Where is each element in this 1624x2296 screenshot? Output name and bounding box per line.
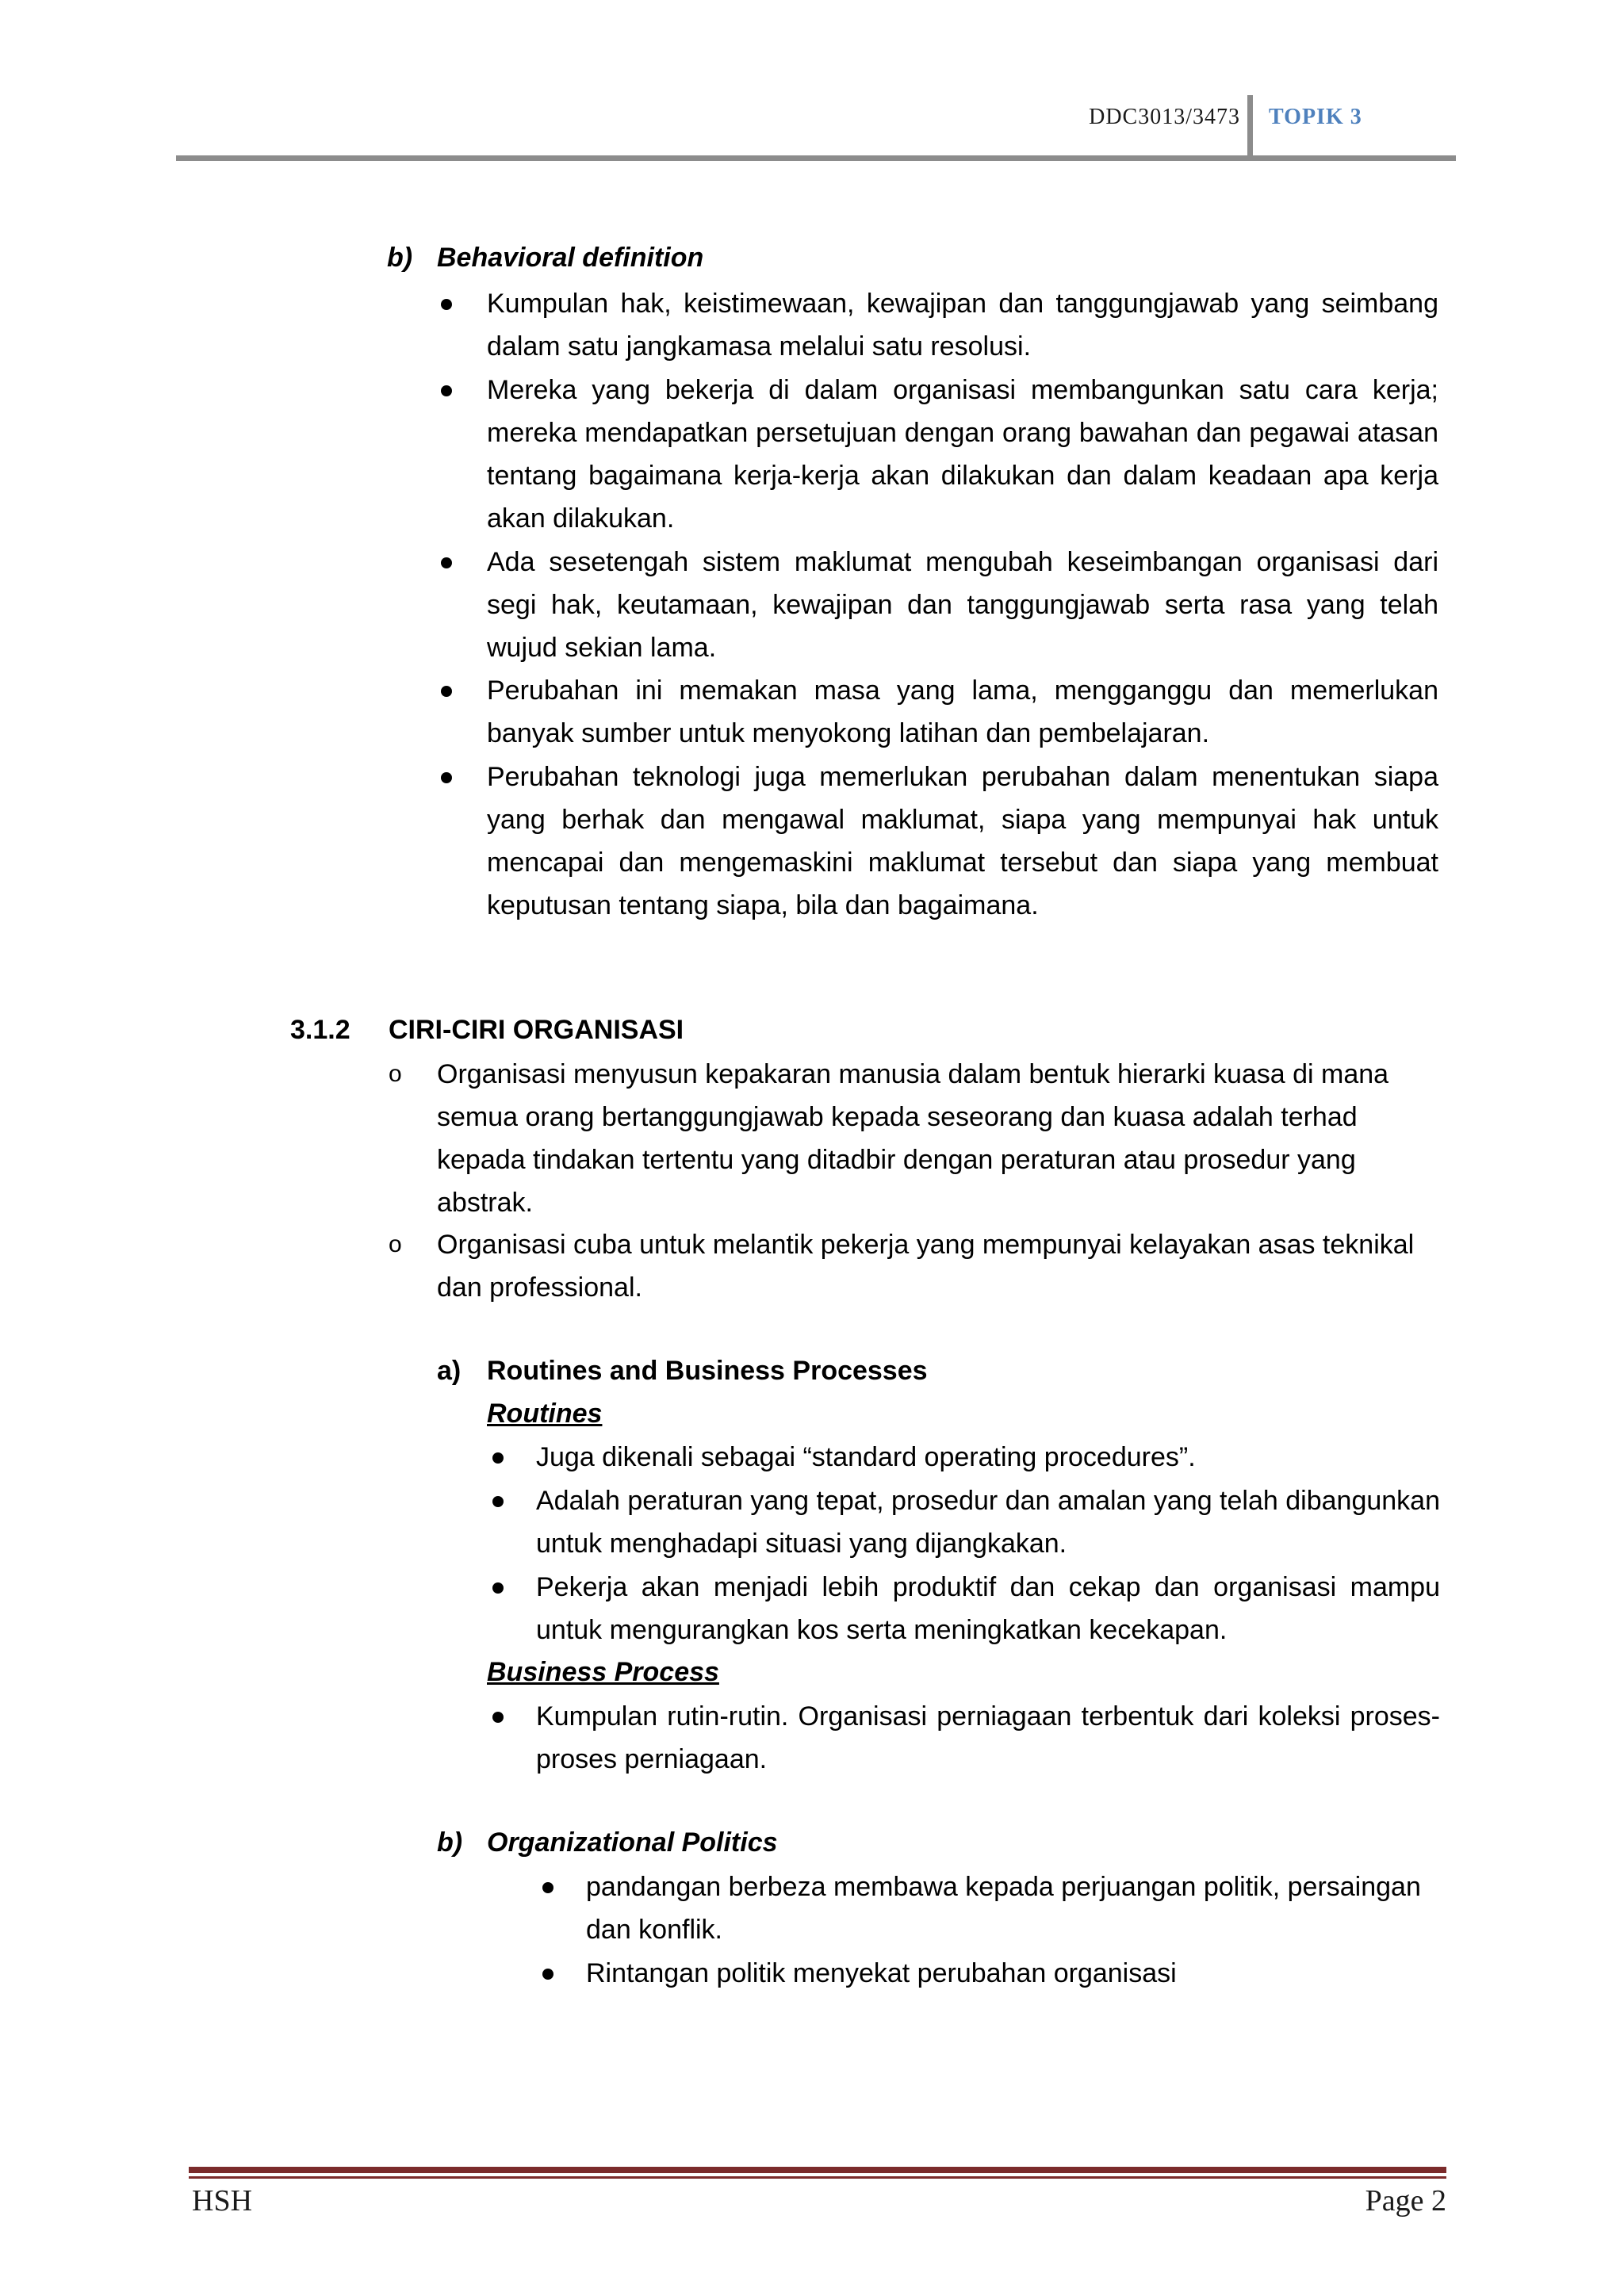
bullet-icon [542,1882,553,1893]
footer-rule-thin [189,2176,1446,2179]
section-number: 3.1.2 [290,1015,350,1045]
bullet-icon [441,686,452,697]
list-item: Mereka yang bekerja di dalam organisasi membangunkan satu cara kerja; mereka mendapatkan persetujuan dengan orang bawahan dan pegawai atasan tentang bagaimana kerja-kerja akan dilakukan dan dalam keadaan apa kerja akan dilakukan. [487,375,1438,534]
behavioral-title: Behavioral definition [437,243,704,273]
routines-heading: Routines [487,1399,603,1429]
list-item: Adalah peraturan yang tepat, prosedur dan amalan yang telah dibangunkan untuk menghadapi situasi yang dijangkakan. [536,1486,1440,1559]
business-process-heading: Business Process [487,1657,719,1687]
list-item: Juga dikenali sebagai “standard operating procedures”. [536,1442,1196,1472]
header-rule [176,155,1456,161]
list-item: pandangan berbeza membawa kepada perjuangan politik, persaingan dan konflik. [586,1872,1421,1945]
list-marker: o [389,1061,402,1087]
list-item: Rintangan politik menyekat perubahan organisasi [586,1958,1177,1988]
list-item: Perubahan ini memakan masa yang lama, mengganggu dan memerlukan banyak sumber untuk menyokong latihan dan pembelajaran. [487,675,1438,748]
subsection-a-label: a) [437,1356,462,1386]
subsection-b-label: b) [437,1827,463,1858]
bullet-icon [542,1969,553,1980]
subsection-b-title: Organizational Politics [487,1827,778,1858]
header-separator [1247,95,1253,157]
list-item: Organisasi cuba untuk melantik pekerja yang mempunyai kelayakan asas teknikal dan professional. [437,1230,1415,1303]
topic-label: TOPIK 3 [1269,105,1362,129]
bullet-icon [441,772,452,783]
bullet-icon [441,557,452,568]
list-item: Kumpulan rutin-rutin. Organisasi perniagaan terbentuk dari koleksi proses-proses perniagaan. [536,1701,1440,1774]
bullet-icon [441,299,452,310]
bullet-icon [492,1496,504,1507]
list-marker: o [389,1231,402,1257]
bullet-icon [492,1712,504,1723]
footer-rule [189,2167,1446,2173]
page-number: Page 2 [1365,2184,1446,2218]
bullet-icon [441,385,452,396]
list-item: Organisasi menyusun kepakaran manusia dalam bentuk hierarki kuasa di mana semua orang bertanggungjawab kepada seseorang dan kuasa adalah terhad kepada tindakan tertentu yang ditadbir dengan peraturan atau prosedur yang abstrak. [437,1059,1389,1218]
bullet-icon [492,1452,504,1464]
subsection-a-title: Routines and Business Processes [487,1356,928,1386]
list-item: Kumpulan hak, keistimewaan, kewajipan dan tanggungjawab yang seimbang dalam satu jangkamasa melalui satu resolusi. [487,289,1438,362]
list-item: Pekerja akan menjadi lebih produktif dan cekap dan organisasi mampu untuk mengurangkan kos serta meningkatkan kecekapan. [536,1572,1440,1645]
behavioral-label: b) [387,243,413,273]
list-item: Perubahan teknologi juga memerlukan perubahan dalam menentukan siapa yang berhak dan mengawal maklumat, siapa yang mempunyai hak untuk mencapai dan mengemaskini maklumat tersebut dan siapa yang membuat keputusan tentang siapa, bila dan bagaimana. [487,762,1438,920]
section-title: CIRI-CIRI ORGANISASI [389,1015,684,1045]
list-item: Ada sesetengah sistem maklumat mengubah keseimbangan organisasi dari segi hak, keutamaan, kewajipan dan tanggungjawab serta rasa yang telah wujud sekian lama. [487,547,1438,663]
footer-author: HSH [192,2184,253,2218]
bullet-icon [492,1582,504,1594]
course-code: DDC3013/3473 [1089,105,1240,129]
